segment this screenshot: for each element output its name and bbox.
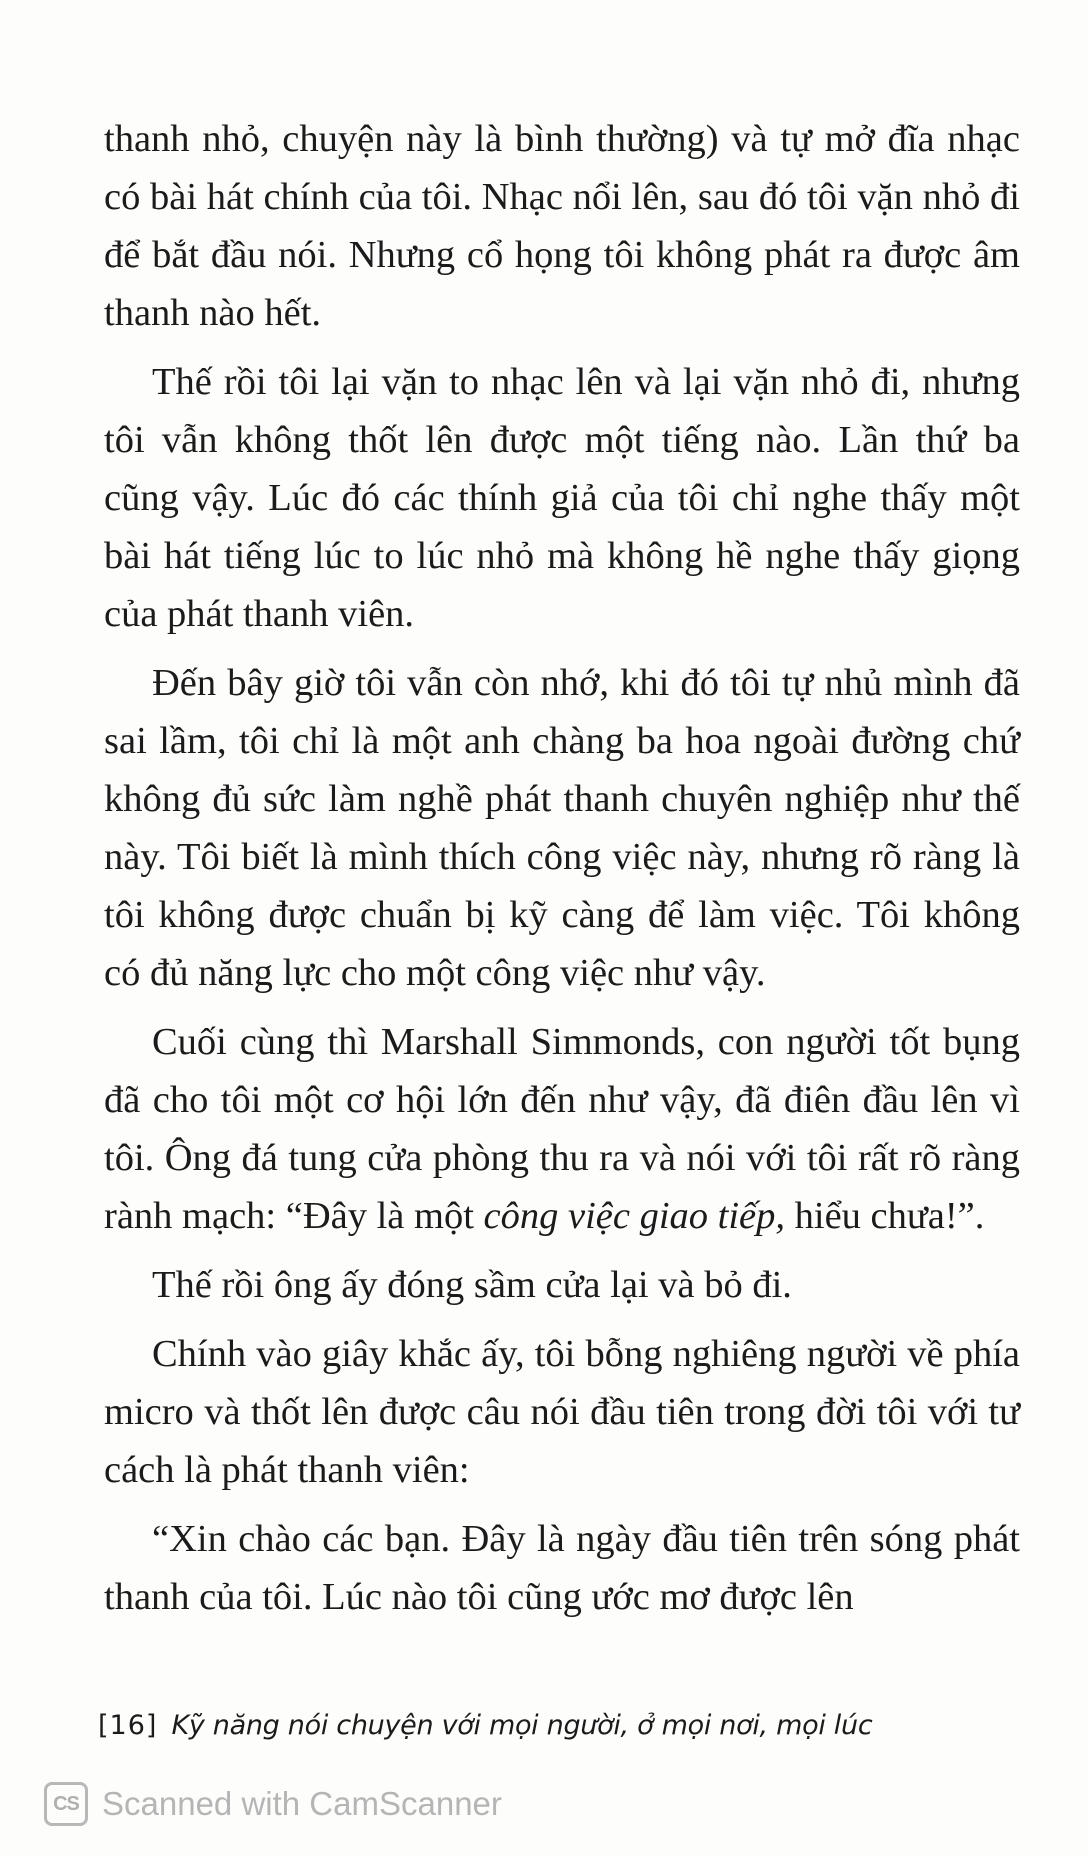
paragraph-6: Chính vào giây khắc ấy, tôi bỗng nghiêng người về phía micro và thốt lên được câu nói đầu tiên trong đời tôi với tư cách là phát thanh viên: [104,1333,1020,1491]
page-footer [98,1710,872,1741]
paragraph-4-text-before: Cuối cùng thì Marshall Simmonds, con người tốt bụng đã cho tôi một cơ hội lớn đến như vậy, đã điên đầu lên vì tôi. Ông đá tung cửa phòng thu ra và nói với tôi rất rõ ràng rành mạch: “Đây là một [104,1021,1020,1237]
paragraph-3: Đến bây giờ tôi vẫn còn nhớ, khi đó tôi tự nhủ mình đã sai lầm, tôi chỉ là một anh chàng ba hoa ngoài đường chứ không đủ sức làm nghề phát thanh chuyên nghiệp như thế này. Tôi biết là mình thích công việc này, nhưng rõ ràng là tôi không được chuẩn bị kỹ càng để làm việc. Tôi không có đủ năng lực cho một công việc như vậy. [104,662,1020,994]
running-book-title: Kỹ năng nói chuyện với mọi người, ở mọi nơi, mọi lúc [171,1710,873,1741]
paragraph-7: “Xin chào các bạn. Đây là ngày đầu tiên trên sóng phát thanh của tôi. Lúc nào tôi cũng ước mơ được lên [104,1518,1020,1618]
paragraph-5: Thế rồi ông ấy đóng sầm cửa lại và bỏ đi. [152,1264,792,1306]
camscanner-logo-icon: CS [44,1782,88,1826]
paragraph-1: thanh nhỏ, chuyện này là bình thường) và tự mở đĩa nhạc có bài hát chính của tôi. Nhạc nổi lên, sau đó tôi vặn nhỏ đi để bắt đầu nói. Nhưng cổ họng tôi không phát ra được âm thanh nào hết. [104,118,1020,334]
paragraph-4 [104,1013,1020,1245]
paragraph-2: Thế rồi tôi lại vặn to nhạc lên và lại vặn nhỏ đi, nhưng tôi vẫn không thốt lên được một tiếng nào. Lần thứ ba cũng vậy. Lúc đó các thính giả của tôi chỉ nghe thấy một bài hát tiếng lúc to lúc nhỏ mà không hề nghe thấy giọng của phát thanh viên. [104,361,1020,635]
page-number: [16] [98,1710,158,1741]
watermark-text: Scanned with CamScanner [102,1785,502,1822]
camscanner-watermark [44,1782,502,1826]
page-body-text [104,110,1020,1637]
paragraph-4-text-after: hiểu chưa!”. [785,1195,985,1237]
paragraph-4-italic-phrase: công việc giao tiếp, [483,1195,785,1237]
